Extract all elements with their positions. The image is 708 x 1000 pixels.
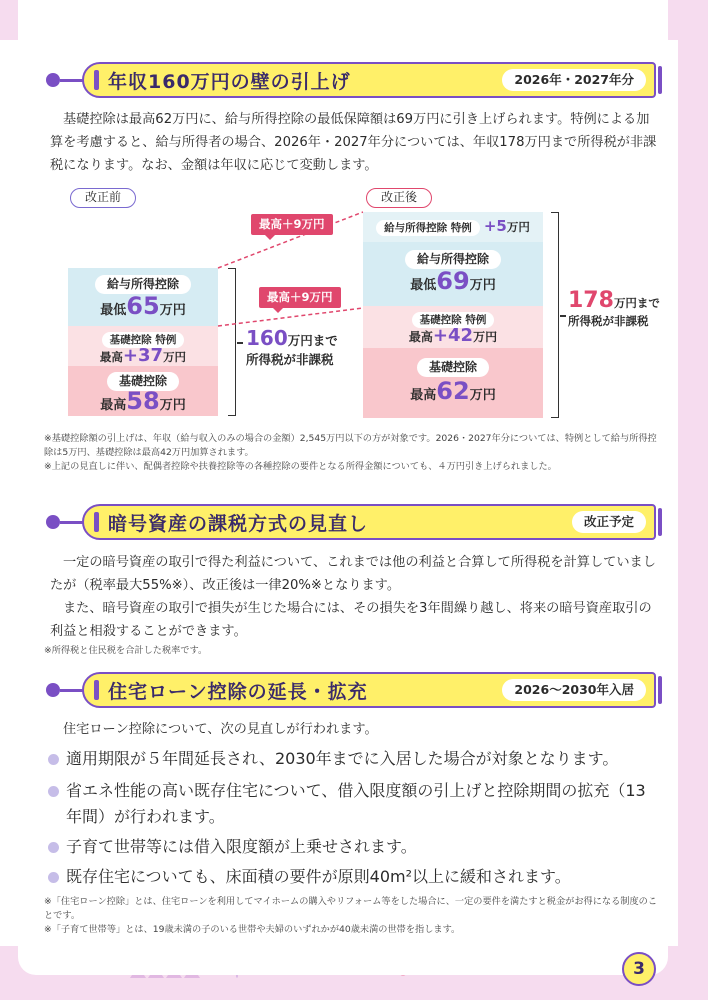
section-body: 一定の暗号資産の取引で得た利益について、これまでは他の利益と合算して所得税を計算していましたが（税率最大55%※）、改正後は一律20%※となります。 (50, 555, 656, 593)
result-unit: 万円まで (287, 333, 338, 348)
prefix-text: 最低 (410, 278, 437, 293)
block-label: 給与所得控除 (95, 275, 191, 294)
note-line: ※「住宅ローン控除」とは、住宅ローンを利用してマイホームの購入やリフォーム等をした場合に、一定の要件を満たすと税金がお得になる制度のことです。 (44, 896, 658, 921)
result-number: 160 (246, 326, 288, 350)
amount-number: 58 (126, 387, 160, 415)
result-unit: 万円まで (613, 296, 660, 310)
unit-text: 万円 (159, 398, 186, 413)
unit-text: 万円 (163, 350, 187, 364)
after-kyuyo-block (363, 242, 543, 306)
prefix-text: 最高 (408, 330, 433, 344)
header-end-bar (658, 676, 662, 704)
right-decor-band (678, 0, 708, 1000)
result-number: 178 (568, 288, 614, 313)
header-bar-icon (94, 680, 99, 700)
section-tag: 改正予定 (572, 511, 646, 533)
amount-number: +42 (432, 325, 474, 346)
section-notes (44, 895, 659, 937)
connector-lines (18, 0, 668, 440)
section-title: 住宅ローン控除の延長・拡充 (108, 681, 368, 703)
after-tokurei-block (363, 306, 543, 348)
block-label: 基礎控除 (417, 358, 489, 377)
unit-text: 万円 (159, 303, 186, 318)
after-kiso-block (363, 348, 543, 418)
prefix-text: 最高 (99, 350, 123, 364)
page-number: 3 (622, 952, 656, 986)
bullet-dot-icon (48, 842, 59, 853)
note-line: ※基礎控除額の引上げは、年収（給与収入のみの場合の金額）2,545万円以下の方が対象です。2026・2027年分については、特例として給与所得控除は5万円、基礎控除は最高42万円加算されます。 (44, 433, 657, 458)
section-title: 暗号資産の課税方式の見直し (108, 513, 369, 535)
before-label: 改正前 (70, 188, 136, 208)
bullet-dot-icon (48, 754, 59, 765)
list-item-text: 子育て世帯等には借入限度額が上乗せされます。 (66, 837, 417, 856)
prefix-text: 最高 (100, 398, 127, 413)
diagram-notes (44, 432, 659, 474)
list-item-text: 省エネ性能の高い既存住宅について、借入限度額の引上げと控除期間の拡充（13年間）が行われます。 (66, 781, 646, 826)
list-item-text: 既存住宅についても、床面積の要件が原則40m²以上に緩和されます。 (66, 867, 571, 886)
bullet-dot-icon (48, 872, 59, 883)
bullet-icon (46, 515, 60, 529)
after-label: 改正後 (366, 188, 432, 208)
section-note: ※所得税と住民税を合計した税率です。 (44, 645, 208, 656)
unit-text: 万円 (506, 220, 530, 234)
note-line: ※上記の見直しに伴い、配偶者控除や扶養控除等の各種控除の要件となる所得金額についても、４万円引き上げられました。 (44, 461, 557, 472)
unit-text: 万円 (469, 388, 496, 403)
raise-tag: 最高＋9万円 (259, 287, 341, 308)
amount-number: 62 (436, 377, 470, 405)
after-bracket (551, 212, 559, 418)
result-text: 所得税が非課税 (246, 352, 334, 367)
block-label: 給与所得控除 特例 (376, 220, 480, 236)
block-label: 基礎控除 特例 (412, 312, 495, 328)
list-item (46, 746, 661, 772)
prefix-text: 最高 (410, 388, 437, 403)
section-header-crypto (46, 504, 656, 540)
bullet-dot-icon (48, 786, 59, 797)
section-body: また、暗号資産の取引で損失が生じた場合には、その損失を3年間繰り越し、将来の暗号資産取引の利益と相殺することができます。 (50, 601, 652, 639)
bullet-icon (46, 683, 60, 697)
header-end-bar (658, 508, 662, 536)
amount-number: 65 (126, 292, 160, 320)
amount-number: 69 (436, 267, 470, 295)
section-title: 年収160万円の壁の引上げ (108, 71, 351, 93)
block-label: 基礎控除 (107, 372, 179, 391)
block-label: 基礎控除 特例 (102, 332, 185, 348)
after-result (568, 288, 668, 329)
note-line: ※「子育て世帯等」とは、19歳未満の子のいる世帯や夫婦のいずれかが40歳未満の世帯を指します。 (44, 924, 461, 935)
list-item (46, 778, 661, 830)
list-item (46, 834, 661, 860)
unit-text: 万円 (473, 330, 498, 344)
list-item-text: 適用期限が５年間延長され、2030年までに入居した場合が対象となります。 (66, 749, 619, 768)
list-item (46, 864, 661, 890)
raise-tag: 最高＋9万円 (251, 214, 333, 235)
block-label: 給与所得控除 (405, 250, 501, 269)
result-text: 所得税が非課税 (568, 314, 649, 328)
amount-number: +5 (483, 217, 507, 235)
page-content (18, 0, 668, 975)
unit-text: 万円 (469, 278, 496, 293)
after-kyuyo-tokurei-block (363, 212, 543, 242)
section-header-housing-loan (46, 672, 656, 708)
section-tag: 2026年・2027年分 (502, 69, 646, 91)
header-bar-icon (94, 512, 99, 532)
prefix-text: 最低 (100, 303, 127, 318)
connector-dash-2 (218, 308, 363, 326)
section-tag: 2026～2030年入居 (502, 679, 646, 701)
section-intro: 住宅ローン控除について、次の見直しが行われます。 (63, 722, 378, 737)
section-body: 基礎控除は最高62万円に、給与所得控除の最低保障額は69万円に引き上げられます。特例による加算を考慮すると、給与所得者の場合、2026年・2027年分については、年収178万円まで所得税が非課税になります。なお、金額は年収に応じて変動します。 (50, 112, 657, 173)
amount-number: +37 (122, 345, 164, 366)
